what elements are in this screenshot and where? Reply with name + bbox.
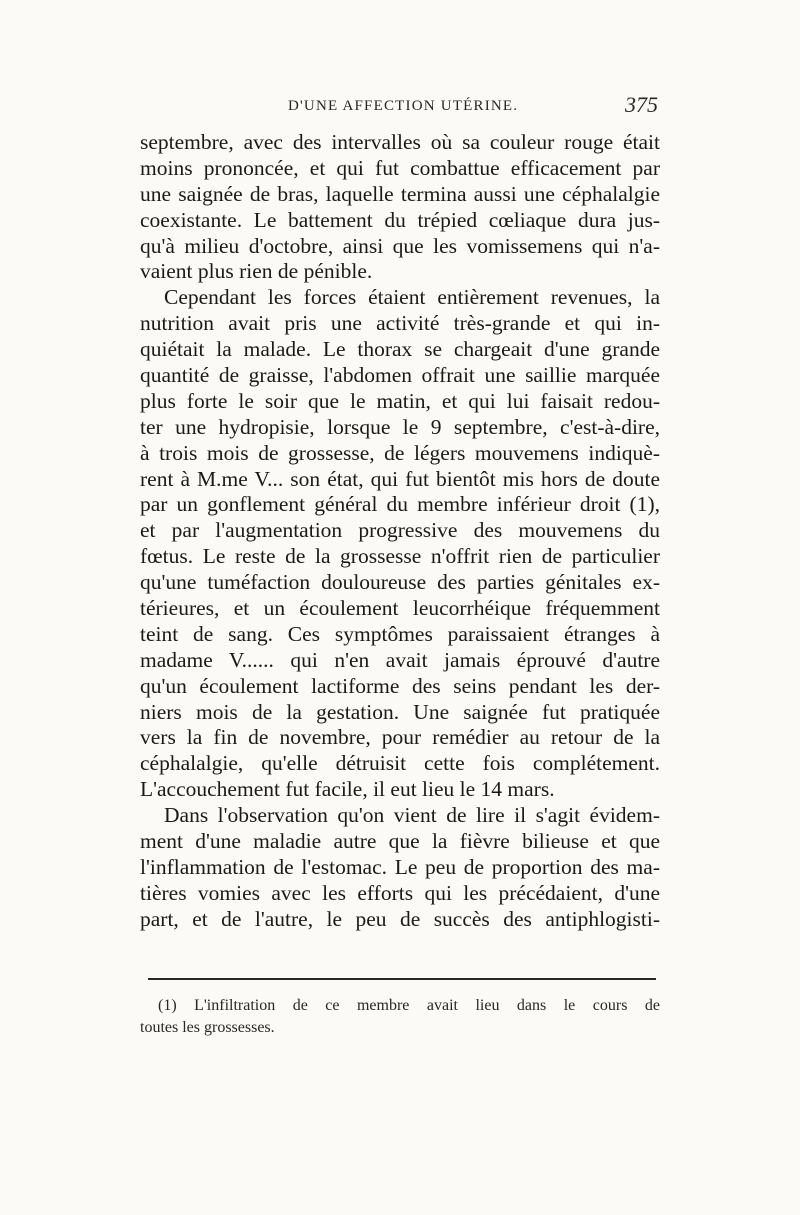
page-number: 375 (625, 92, 658, 117)
text-line: teint de sang. Ces symptômes paraissaient étranges à (140, 621, 660, 646)
text-line: par un gonflement général du membre inférieur droit (1), (140, 492, 660, 517)
text-line: fœtus. Le reste de la grossesse n'offrit rien de particulier (140, 544, 660, 569)
text-line: quiétait la malade. Le thorax se chargeait d'une grande (140, 337, 660, 362)
text-line: céphalalgie, qu'elle détruisit cette fois complétement. (140, 751, 660, 776)
text-line: tières vomies avec les efforts qui les précédaient, d'une (140, 880, 660, 905)
text-line: vers la fin de novembre, pour remédier au retour de la (140, 725, 660, 750)
text-line: qu'à milieu d'octobre, ainsi que les vomissemens qui n'a- (140, 233, 660, 258)
text-line: moins prononcée, et qui fut combattue efficacement par (140, 155, 660, 180)
running-head (140, 92, 660, 122)
text-line: niers mois de la gestation. Une saignée fut pratiquée (140, 699, 660, 724)
footnote-line: toutes les grossesses. (140, 1019, 275, 1036)
text-line: plus forte le soir que le matin, et qui lui faisait redou- (140, 388, 660, 413)
text-line: à trois mois de grossesse, de légers mouvemens indiquè- (140, 440, 660, 465)
text-line: rent à M.me V... son état, qui fut bientôt mis hors de doute (140, 466, 660, 491)
running-title: D'UNE AFFECTION UTÉRINE. (288, 98, 519, 114)
text-line: qu'une tuméfaction douloureuse des parties génitales ex- (140, 570, 660, 595)
footnote-rule (148, 978, 656, 980)
text-line: térieures, et un écoulement leucorrhéique fréquemment (140, 596, 660, 621)
text-line: une saignée de bras, laquelle termina aussi une céphalalgie (140, 181, 660, 206)
text-line: septembre, avec des intervalles où sa couleur rouge était (140, 130, 660, 154)
text-line: Cependant les forces étaient entièrement revenues, la (164, 285, 660, 310)
text-line: madame V...... qui n'en avait jamais éprouvé d'autre (140, 647, 660, 672)
text-line: vaient plus rien de pénible. (140, 259, 373, 284)
text-line: nutrition avait pris une activité très-grande et qui in- (140, 311, 660, 336)
footnote-line: (1) L'infiltration de ce membre avait lieu dans le cours de (158, 997, 660, 1014)
footnote (140, 995, 660, 1039)
text-line: L'accouchement fut facile, il eut lieu le 14 mars. (140, 777, 555, 802)
text-line: ment d'une maladie autre que la fièvre bilieuse et que (140, 829, 660, 854)
text-line: l'inflammation de l'estomac. Le peu de proportion des ma- (140, 854, 660, 879)
text-line: coexistante. Le battement du trépied cœliaque dura jus- (140, 207, 660, 232)
text-line: quantité de graisse, l'abdomen offrait une saillie marquée (140, 363, 660, 388)
text-line: qu'un écoulement lactiforme des seins pendant les der- (140, 673, 660, 698)
text-line: part, et de l'autre, le peu de succès des antiphlogisti- (140, 906, 660, 931)
text-line: et par l'augmentation progressive des mouvemens du (140, 518, 660, 543)
text-line: Dans l'observation qu'on vient de lire il s'agit évidem- (164, 803, 660, 828)
body-text (140, 130, 660, 933)
text-line: ter une hydropisie, lorsque le 9 septembre, c'est-à-dire, (140, 414, 660, 439)
